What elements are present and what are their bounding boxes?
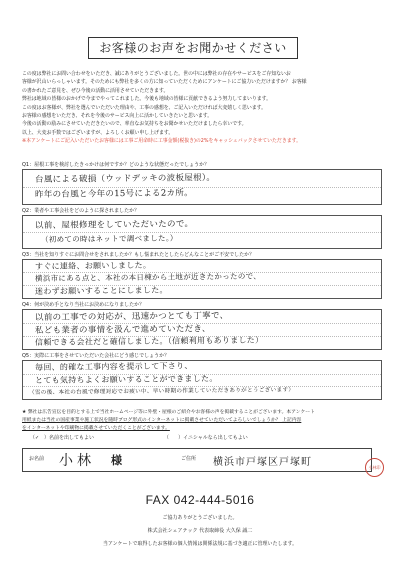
consent-text [22, 409, 382, 434]
consent-line: をインターネットや印刷物に掲載させていただくことがございます。 [22, 426, 170, 432]
answer-box[interactable] [22, 309, 382, 350]
option-name-ok[interactable]: （✓ ）名前を出してもよい [30, 435, 95, 441]
name-value[interactable]: 小林 [59, 453, 95, 469]
answer-line: 昨年の台風と今年の15号による2カ所。 [34, 188, 193, 200]
answer-line: 迷わずお願いすることにしました。 [34, 285, 168, 296]
intro-line: 今後の活動の励みにさせていただきたいので、率直なお気持ちをお聞かせいただけましたら幸いです。 [22, 121, 247, 128]
answer-box[interactable] [22, 215, 382, 249]
intro-line: 以上、大変お手数ではございますが、よろしくお願い申し上げます。 [22, 129, 174, 136]
address-value[interactable]: 横浜市戸塚区戸塚町 [213, 457, 312, 468]
answer-line: 信頼できる会社だと確信しました。（信頼利用もありました） [34, 335, 264, 347]
answer-line: 以前の工事での対応が、迅速かつとても丁寧で、 [34, 310, 229, 323]
question-3 [22, 251, 382, 299]
answer-line: 毎回、的確な工事内容を提示して下さり、 [34, 361, 193, 372]
check-icon: ✓ [35, 435, 40, 441]
question-5 [22, 352, 382, 400]
intro-line: この度は弊社にお問い合わせをいただき、誠にありがとうございました。世の中には弊社の存在やサービスをご存知ないお [22, 71, 291, 77]
fax-number: FAX 042-444-5016 [145, 493, 255, 507]
name-address-box [22, 448, 372, 472]
answer-line: （初めての時はネットで調べました。） [40, 233, 178, 244]
option-initial-ok[interactable]: （ ）イニシャルなら出してもよい [164, 435, 248, 441]
address-label: ご住所 [181, 456, 197, 462]
answer-box[interactable] [22, 360, 382, 400]
answer-line: 台風による破損（ウッドデッキの波板屋根）。 [34, 173, 216, 185]
question-1 [22, 161, 382, 205]
option-label: イニシャルなら出してもよい [183, 435, 248, 441]
answer-box[interactable] [22, 259, 382, 299]
intro-line: お客様の感想をいただき、それを今後のサービス向上に活かしていきたいと思います。 [22, 113, 213, 120]
answer-line: すぐに連絡、お願いしました。 [34, 260, 152, 271]
question-label: Q3：当社を知りすぐにお問合せをされましたか？もし悩まれたとしたらどんなことがご不安でしたか？ [22, 252, 255, 258]
consent-line: 用紙または当社の国産事業や施工状況を随時ブログ形式のインターネットに掲載させていただいてよろしいでしょうか？ 上記内容 [22, 418, 302, 424]
cashback-note: ※本アンケートにご記入いただいたお客様には工事ご用命時に工事金額(税抜き)の2%をキャッシュバックさせていただきます。 [22, 138, 301, 145]
permission-options [30, 434, 248, 441]
question-4 [22, 301, 382, 350]
name-label: お名前 [29, 456, 45, 462]
question-2 [22, 207, 382, 249]
option-label: 名前を出してもよい [49, 435, 95, 441]
intro-line: 客様が沢山いらっしゃいます。そのためにも弊社を多くの方に知っていただくためにアンケートにご協力いただけますか？ お客様 [22, 79, 307, 86]
questions [22, 161, 382, 402]
answer-line: 私ども業者の事情を汲んで進めていただき、 [34, 324, 211, 336]
answer-line: 以前、屋根修理をしていただいたので。 [34, 219, 194, 231]
answer-line: （雪の後、本社の台風で修理対応でお疲い中、早い時期の作業していただきありがとうございます） [28, 387, 295, 396]
question-label: Q2：業者や工事会社をどのように探されましたか？ [22, 208, 140, 214]
intro-line: この度はお客様が、弊社を選んでいただいた理由や、工事の感想を、ご記入いただければ大変嬉しく思います。 [22, 104, 267, 111]
answer-line: とても気持ちよくお願いすることができました。 [34, 374, 218, 385]
honorific: 様 [111, 454, 122, 467]
intro-line: の書かれたご意見を、ぜひ今後の活動に活用させていただきます。 [22, 87, 169, 94]
consent-line: ★ 弊社は広告宣伝を目的とする上で当社ホームページ等に外壁・屋根のご紹介やお客様の声を掲載することがございます。本アンケート [22, 410, 315, 415]
page-title: お客様のお声をお聞かせください [88, 37, 298, 59]
footer-thanks: ご協力ありがとうございました。 [162, 515, 238, 521]
footer-company: 株式会社シェアテック 代表取締役 大久保 誠二 [147, 528, 253, 534]
answer-box[interactable] [22, 169, 382, 205]
question-label: Q1：屋根工事を検討したきっかけは何ですか？どのような状態だったでしょうか？ [22, 162, 210, 168]
answer-line: 横浜市にある点と、本社の本日棟から土地が近きたかったので、 [34, 271, 262, 283]
question-label: Q5：実際に工事をさせていただいた会社にどう感じでしょうか？ [22, 353, 170, 359]
personal-seal: 小林印 [365, 458, 384, 477]
intro-line: 弊社は地域の皆様のおかげで今までやってこれました。今後も地域の皆様に貢献できるよう努力してまいります。 [22, 96, 272, 103]
question-label: Q4：何が決め手となり当社にお決めになりましたか？ [22, 302, 145, 308]
intro-text [22, 70, 382, 146]
footer-privacy: 当アンケートで取得したお客様の個人情報は関係法規に基づき適正に管理いたします。 [102, 541, 298, 547]
